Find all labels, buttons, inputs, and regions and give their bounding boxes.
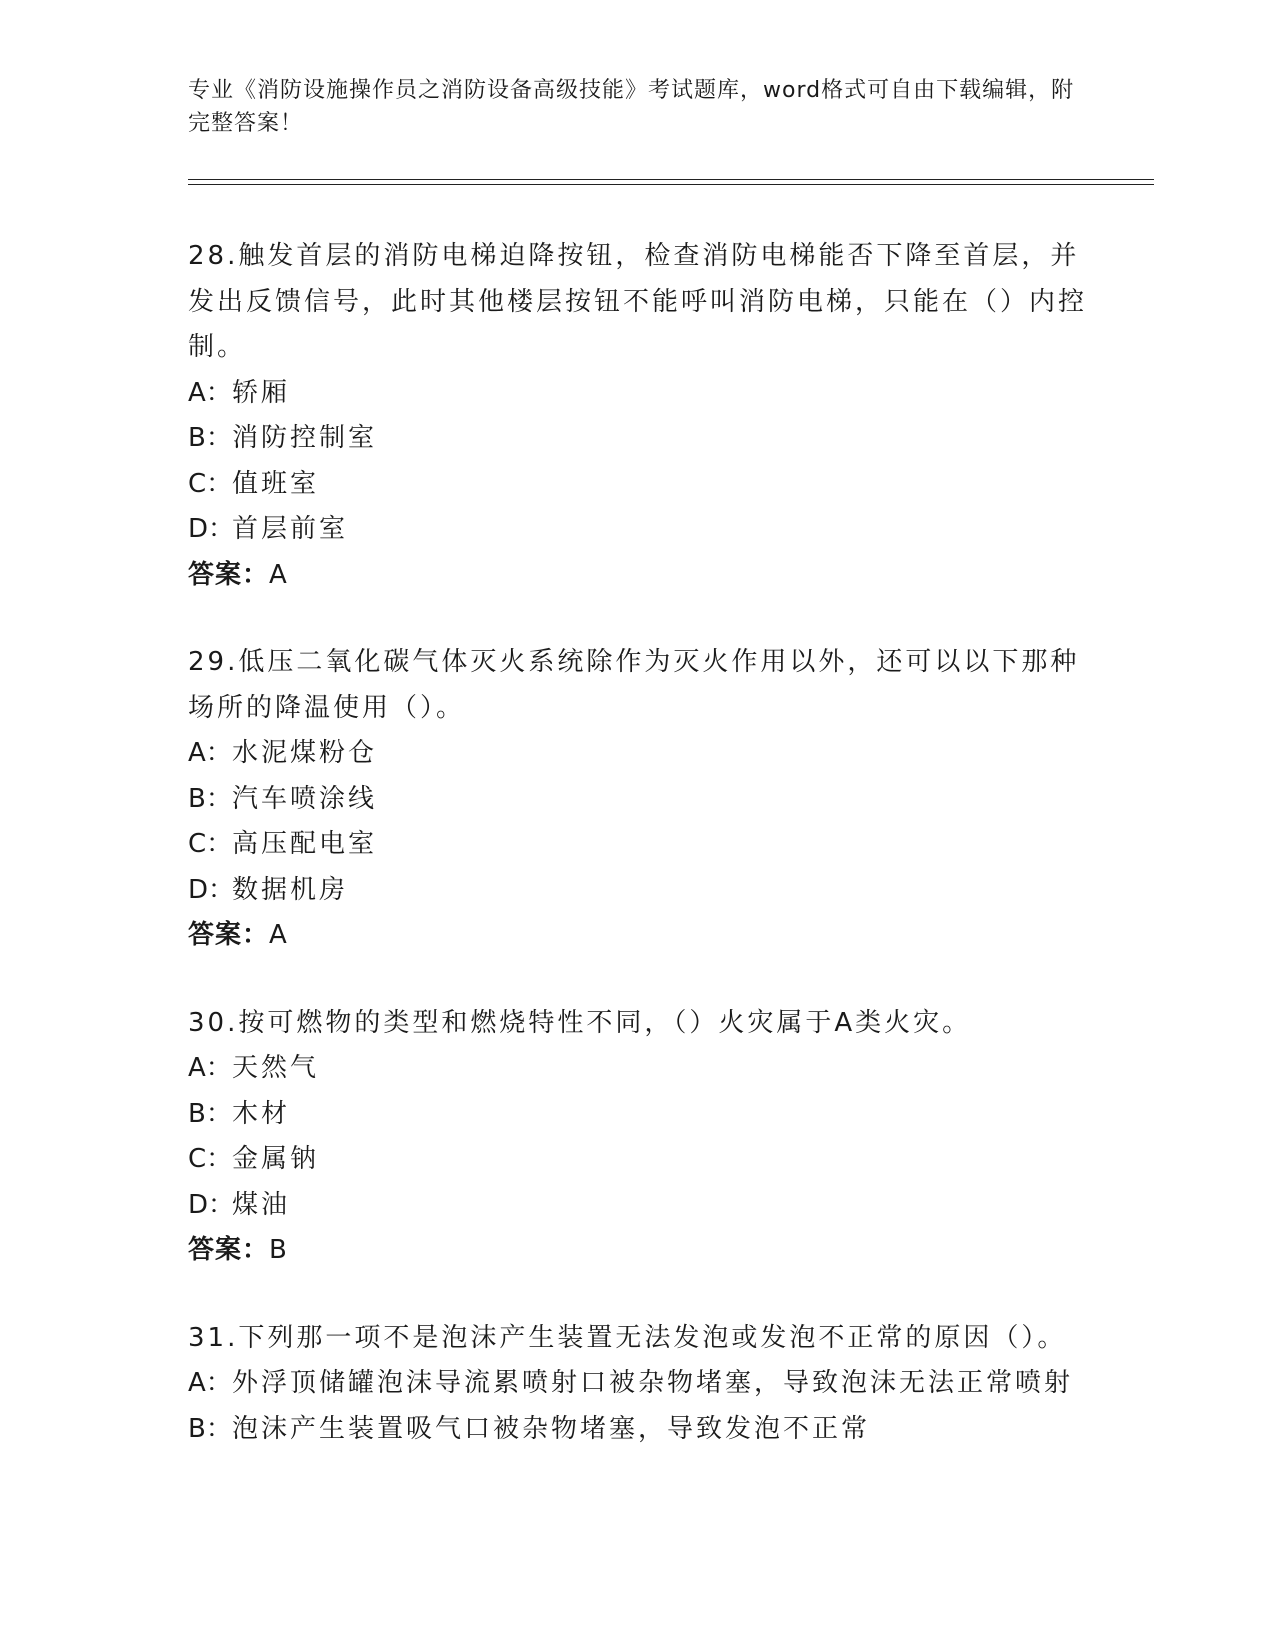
question-list xyxy=(188,234,1088,1494)
question-28 xyxy=(188,234,1088,598)
option-b xyxy=(188,1092,1088,1138)
option-letter: C： xyxy=(188,468,233,499)
question-stem: 30.按可燃物的类型和燃烧特性不同，（）火灾属于A类火灾。 xyxy=(188,1007,972,1038)
option-letter: D： xyxy=(188,874,235,905)
option-text: 木材 xyxy=(232,1098,291,1129)
option-text: 数据机房 xyxy=(232,874,349,905)
option-a xyxy=(188,1046,1088,1092)
question-29 xyxy=(188,640,1088,959)
option-letter: B： xyxy=(188,783,232,814)
option-text: 天然气 xyxy=(232,1053,320,1083)
header-text: 专业《消防设施操作员之消防设备高级技能》考试题库，word格式可自由下载编辑，附完整答案！ xyxy=(188,78,1075,136)
option-text: 水泥煤粉仓 xyxy=(232,738,378,768)
answer-label: 答案： xyxy=(188,920,270,950)
option-letter: D： xyxy=(188,514,235,544)
option-letter: B： xyxy=(188,1413,232,1444)
option-text: 轿厢 xyxy=(232,377,291,408)
answer-label: 答案： xyxy=(188,559,270,590)
page-header xyxy=(188,74,1088,140)
option-text: 煤油 xyxy=(232,1189,291,1220)
option-letter: D： xyxy=(188,1189,235,1220)
option-b xyxy=(188,1407,1088,1453)
option-letter: A： xyxy=(188,1368,232,1398)
option-letter: A： xyxy=(188,377,232,408)
answer-value: A xyxy=(269,920,288,950)
option-b xyxy=(188,416,1088,462)
question-stem: 29.低压二氧化碳气体灭火系统除作为灭火作用以外，还可以以下那种场所的降温使用（）。 xyxy=(188,647,1080,723)
answer-label: 答案： xyxy=(188,1235,270,1265)
option-letter: A： xyxy=(188,1053,232,1083)
option-text: 汽车喷涂线 xyxy=(232,783,378,814)
answer-line xyxy=(188,553,1088,599)
header-divider-bottom xyxy=(188,184,1154,185)
option-d xyxy=(188,507,1088,553)
option-d xyxy=(188,1183,1088,1229)
question-31 xyxy=(188,1316,1088,1453)
option-d xyxy=(188,868,1088,914)
option-text: 高压配电室 xyxy=(232,829,378,859)
option-letter: B： xyxy=(188,1098,232,1129)
option-a xyxy=(188,731,1088,777)
option-text: 外浮顶储罐泡沫导流累喷射口被杂物堵塞，导致泡沫无法正常喷射 xyxy=(232,1368,1074,1398)
option-text: 首层前室 xyxy=(232,514,349,544)
header-divider-top xyxy=(188,179,1154,180)
answer-line xyxy=(188,1228,1088,1274)
question-30 xyxy=(188,1001,1088,1274)
option-c xyxy=(188,822,1088,868)
option-a xyxy=(188,1361,1088,1407)
option-c xyxy=(188,462,1088,508)
answer-line xyxy=(188,913,1088,959)
option-text: 金属钠 xyxy=(232,1144,320,1174)
option-c xyxy=(188,1137,1088,1183)
option-text: 泡沫产生装置吸气口被杂物堵塞，导致发泡不正常 xyxy=(232,1413,871,1444)
question-stem: 31.下列那一项不是泡沫产生装置无法发泡或发泡不正常的原因（）。 xyxy=(188,1322,1067,1353)
option-letter: B： xyxy=(188,423,232,453)
option-a xyxy=(188,371,1088,417)
answer-value: B xyxy=(269,1235,288,1265)
option-text: 消防控制室 xyxy=(232,423,378,453)
option-letter: A： xyxy=(188,738,232,768)
question-stem: 28.触发首层的消防电梯迫降按钮，检查消防电梯能否下降至首层，并发出反馈信号，此时其他楼层按钮不能呼叫消防电梯，只能在（）内控制。 xyxy=(188,241,1088,362)
option-letter: C： xyxy=(188,829,233,859)
option-text: 值班室 xyxy=(232,468,320,499)
answer-value: A xyxy=(269,559,288,590)
option-b xyxy=(188,777,1088,823)
option-letter: C： xyxy=(188,1144,233,1174)
